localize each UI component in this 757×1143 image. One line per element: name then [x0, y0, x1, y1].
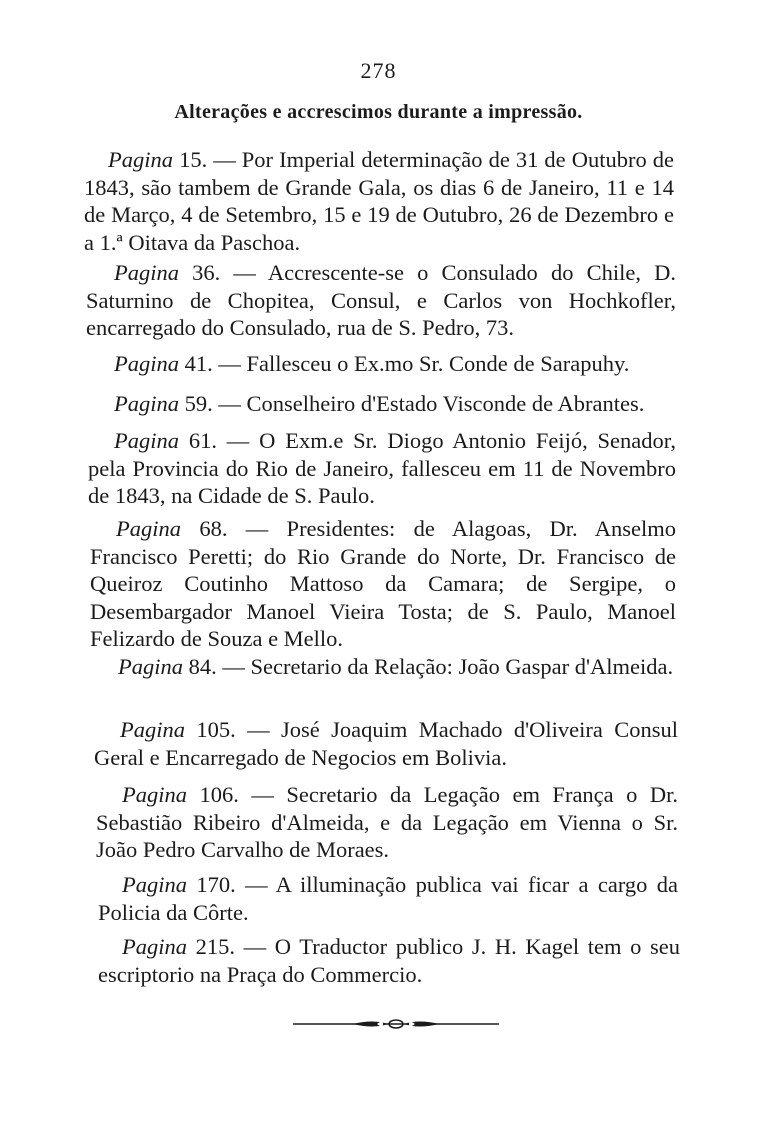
entry-text: — José Joaquim Machado d'Oliveira Consul Geral e Encarregado de Negocios em Bolivia. — [94, 717, 678, 770]
entry-pagina-215 — [98, 933, 680, 988]
entry-text: — Fallesceu o Ex.mo Sr. Conde de Sarapuhy. — [212, 351, 630, 376]
entry-pagina-36 — [86, 259, 676, 342]
section-heading: Alterações e accrescimos durante a impressão. — [174, 101, 583, 123]
entry-label: Pagina — [120, 717, 185, 742]
entry-page-ref: 105. — [196, 717, 236, 742]
entry-page-ref: 36. — [192, 260, 221, 285]
entry-pagina-15 — [84, 146, 674, 256]
ornament-divider — [293, 1016, 499, 1032]
entry-pagina-106 — [96, 781, 678, 864]
entry-text: — A illuminação publica vai ficar a cargo da Policia da Côrte. — [98, 872, 678, 925]
entry-label: Pagina — [118, 654, 183, 679]
entry-label: Pagina — [114, 351, 179, 376]
entry-label: Pagina — [122, 872, 187, 897]
entry-label: Pagina — [114, 260, 179, 285]
entry-text: — Por Imperial determinação de 31 de Outubro de 1843, são tambem de Grande Gala, os dias 6 de Janeiro, 11 e 14 de Março, 4 de Setembro, 15 e 19 de Outubro, 26 de Dezembro e a 1.ª Oitava da Paschoa. — [84, 147, 675, 255]
entry-page-ref: 215. — [195, 934, 236, 959]
entry-pagina-68 — [90, 515, 676, 653]
entry-page-ref: 41. — [184, 351, 213, 376]
entry-label: Pagina — [116, 516, 181, 541]
entry-pagina-41 — [86, 350, 676, 378]
entry-page-ref: 15. — [179, 147, 208, 172]
entry-text: — Presidentes: de Alagoas, Dr. Anselmo Francisco Peretti; do Rio Grande do Norte, Dr. Francisco de Queiroz Coutinho Mattoso da Camara; de Sergipe, o Desembargador Manoel Vieira Tosta; de S. Paulo, Manoel Felizardo de Souza e Mello. — [90, 516, 676, 651]
entry-text: — Secretario da Relação: João Gaspar d'Almeida. — [216, 654, 674, 679]
entry-pagina-59 — [86, 390, 676, 418]
entry-page-ref: 68. — [199, 516, 228, 541]
entry-text: — Secretario da Legação em França o Dr. Sebastião Ribeiro d'Almeida, e da Legação em Vienna o Sr. João Pedro Carvalho de Moraes. — [96, 782, 679, 862]
page-number: 278 — [360, 58, 397, 83]
entry-label: Pagina — [108, 147, 173, 172]
entry-page-ref: 170. — [196, 872, 236, 897]
entry-pagina-61 — [88, 427, 676, 510]
entry-text: — Accrescente-se o Consulado do Chile, D. Saturnino de Chopitea, Consul, e Carlos von Hochkofler, encarregado do Consulado, rua de S. Pedro, 73. — [86, 260, 676, 340]
entry-text: — Conselheiro d'Estado Visconde de Abrantes. — [212, 391, 645, 416]
entry-page-ref: 61. — [188, 428, 217, 453]
entry-page-ref: 106. — [199, 782, 239, 807]
entry-page-ref: 59. — [184, 391, 213, 416]
entry-pagina-170 — [98, 871, 678, 926]
entry-text: — O Exm.e Sr. Diogo Antonio Feijó, Senador, pela Provincia do Rio de Janeiro, fallesceu em 11 de Novembro de 1843, na Cidade de S. Paulo. — [88, 428, 676, 508]
entry-label: Pagina — [122, 782, 187, 807]
entry-label: Pagina — [122, 934, 187, 959]
entry-pagina-84 — [92, 653, 676, 681]
entry-label: Pagina — [114, 391, 179, 416]
entry-label: Pagina — [114, 428, 179, 453]
entry-pagina-105 — [94, 716, 678, 771]
entry-text: — O Traductor publico J. H. Kagel tem o seu escriptorio na Praça do Commercio. — [98, 934, 680, 987]
entry-page-ref: 84. — [188, 654, 217, 679]
